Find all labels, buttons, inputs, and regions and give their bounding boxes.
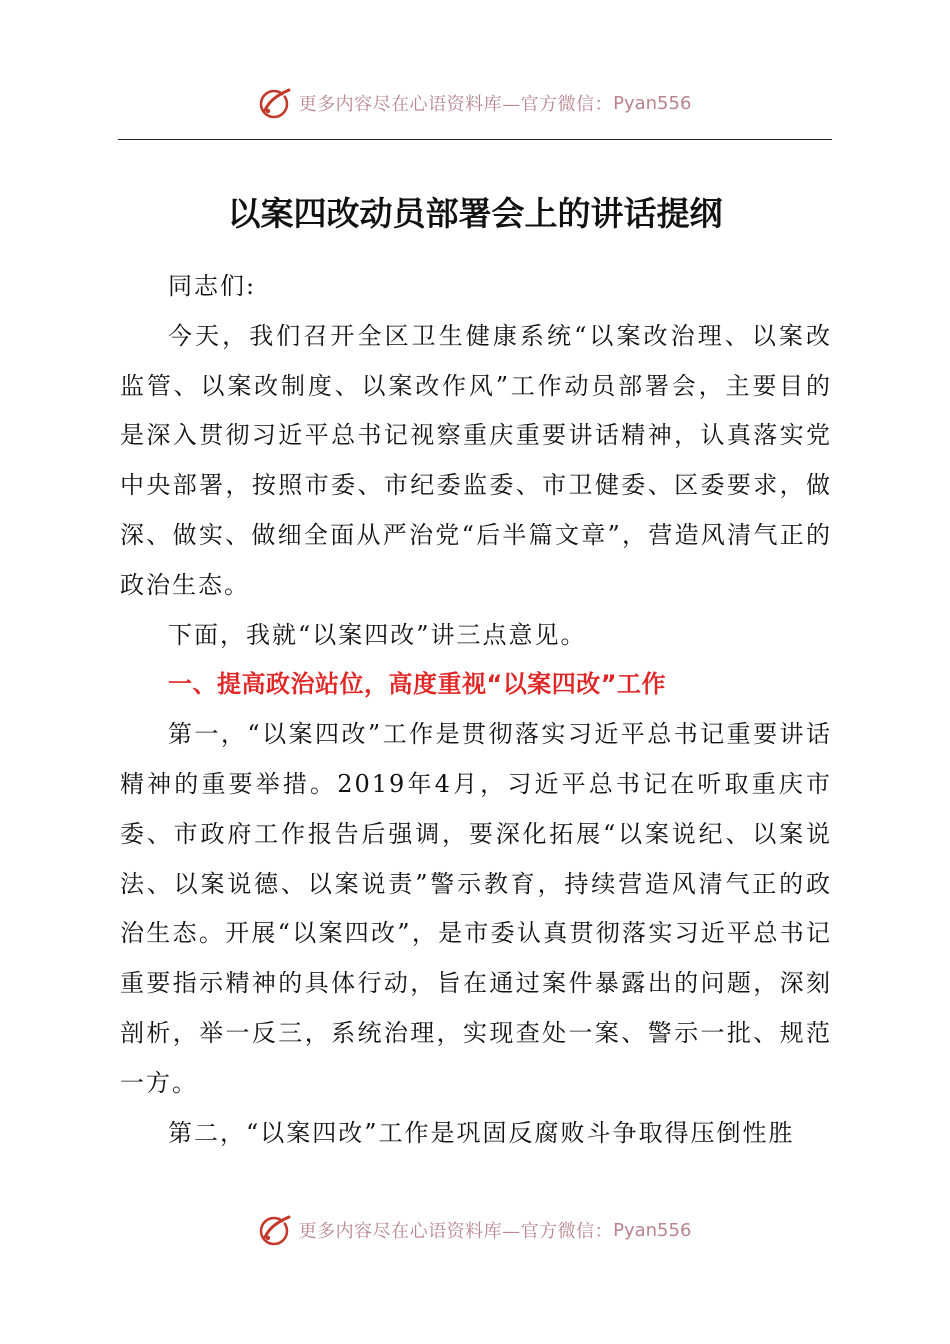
watermark-wechat-id: Pyan556 bbox=[613, 1219, 692, 1241]
document-body bbox=[120, 262, 832, 1158]
pen-logo-icon bbox=[259, 86, 293, 120]
watermark-text: 更多内容尽在心语资料库—官方微信： bbox=[298, 94, 614, 115]
section-heading: 一、提高政治站位，高度重视“以案四改”工作 bbox=[168, 670, 667, 699]
watermark-text: 更多内容尽在心语资料库—官方微信： bbox=[298, 1221, 614, 1242]
document-title: 以案四改动员部署会上的讲话提纲 bbox=[227, 194, 723, 233]
paragraph: 第二，“以案四改”工作是巩固反腐败斗争取得压倒性胜 bbox=[168, 1118, 795, 1147]
header-rule bbox=[118, 139, 832, 140]
paragraph: 第一，“以案四改”工作是贯彻落实习近平总书记重要讲话精神的重要举措。2019年4月，习近平总书记在听取重庆市委、市政府工作报告后强调，要深化拓展“以案说纪、以案说法、以案说德、以案说责”警示教育，持续营造风清气正的政治生态。开展“以案四改”，是市委认真贯彻落实习近平总书记重要指示精神的具体行动，旨在通过案件暴露出的问题，深刻剖析，举一反三，系统治理，实现查处一案、警示一批、规范一方。 bbox=[120, 720, 832, 1097]
paragraph: 下面，我就“以案四改”讲三点意见。 bbox=[168, 620, 587, 649]
salutation: 同志们: bbox=[168, 272, 257, 300]
watermark-header bbox=[0, 83, 950, 123]
pen-logo-icon bbox=[259, 1213, 293, 1247]
watermark-wechat-id: Pyan556 bbox=[613, 92, 692, 114]
watermark-footer bbox=[0, 1210, 950, 1250]
paragraph: 今天，我们召开全区卫生健康系统“以案改治理、以案改监管、以案改制度、以案改作风”工作动员部署会，主要目的是深入贯彻习近平总书记视察重庆重要讲话精神，认真落实党中央部署，按照市委、市纪委监委、市卫健委、区委要求，做深、做实、做细全面从严治党“后半篇文章”，营造风清气正的政治生态。 bbox=[120, 321, 832, 599]
